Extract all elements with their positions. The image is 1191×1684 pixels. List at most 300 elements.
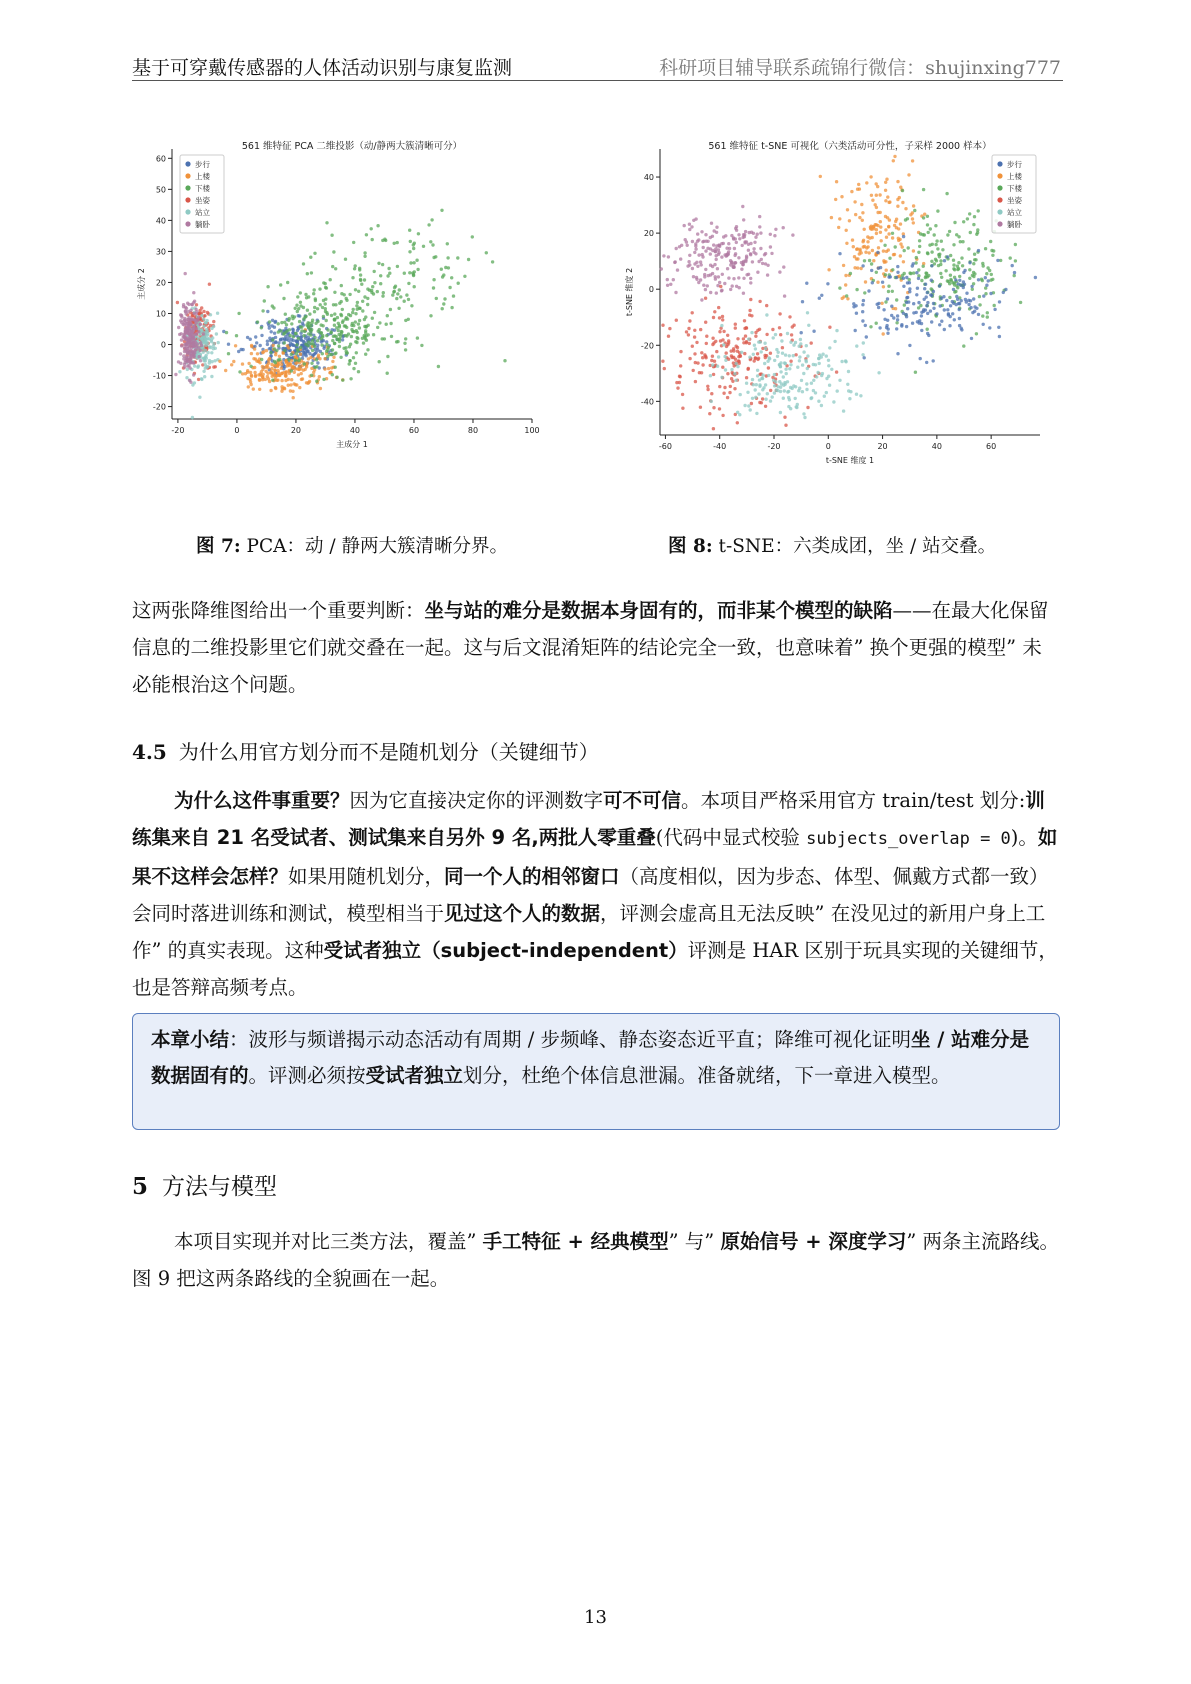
data-point <box>764 383 767 386</box>
data-point <box>756 374 759 377</box>
data-point <box>803 416 806 419</box>
data-point <box>896 265 899 268</box>
data-point <box>938 323 941 326</box>
data-point <box>291 366 294 369</box>
data-point <box>713 360 716 363</box>
figure-8-tsne <box>620 137 1060 511</box>
data-point <box>754 335 757 338</box>
data-point <box>711 337 714 340</box>
data-point <box>787 405 790 408</box>
data-point <box>865 335 868 338</box>
data-point <box>214 347 217 350</box>
data-point <box>710 392 713 395</box>
data-point <box>691 240 694 243</box>
data-point <box>377 262 380 265</box>
data-point <box>869 325 872 328</box>
data-point <box>739 393 742 396</box>
data-point <box>772 336 775 339</box>
data-point <box>752 353 755 356</box>
data-point <box>325 334 328 337</box>
data-point <box>755 412 758 415</box>
data-point <box>381 239 384 242</box>
data-point <box>712 406 715 409</box>
data-point <box>711 272 714 275</box>
legend-label: 站立 <box>1007 208 1022 217</box>
data-point <box>882 285 885 288</box>
data-point <box>283 338 286 341</box>
legend-label: 下楼 <box>1007 184 1022 193</box>
data-point <box>812 330 815 333</box>
data-point <box>876 303 879 306</box>
data-point <box>178 370 181 373</box>
data-point <box>431 243 434 246</box>
text-run: 因为它直接决定你的评测数字 <box>349 789 604 812</box>
data-point <box>863 356 866 359</box>
data-point <box>755 383 758 386</box>
data-point <box>195 327 198 330</box>
y-tick-label: 0 <box>160 340 166 350</box>
data-point <box>962 271 965 274</box>
data-point <box>338 324 341 327</box>
data-point <box>430 218 433 221</box>
data-point <box>349 343 352 346</box>
data-point <box>748 356 751 359</box>
data-point <box>788 398 791 401</box>
data-point <box>700 230 703 233</box>
data-point <box>932 307 935 310</box>
legend-label: 坐姿 <box>195 196 210 205</box>
data-point <box>279 338 282 341</box>
data-point <box>694 247 697 250</box>
data-point <box>795 405 798 408</box>
data-point <box>416 268 419 271</box>
data-point <box>904 207 907 210</box>
data-point <box>758 401 761 404</box>
data-point <box>412 274 415 277</box>
data-point <box>277 322 280 325</box>
data-point <box>297 307 300 310</box>
data-point <box>709 247 712 250</box>
data-point <box>731 284 734 287</box>
data-point <box>868 251 871 254</box>
data-point <box>307 295 310 298</box>
data-point <box>969 231 972 234</box>
data-point <box>322 378 325 381</box>
data-point <box>299 291 302 294</box>
data-point <box>949 274 952 277</box>
data-point <box>285 354 288 357</box>
data-point <box>835 180 838 183</box>
data-point <box>726 267 729 270</box>
data-point <box>199 359 202 362</box>
data-point <box>896 205 899 208</box>
data-point <box>922 310 925 313</box>
data-point <box>867 289 870 292</box>
data-point <box>779 370 782 373</box>
data-point <box>726 334 729 337</box>
data-point <box>951 300 954 303</box>
data-point <box>959 240 962 243</box>
data-point <box>335 376 338 379</box>
data-point <box>920 279 923 282</box>
data-point <box>769 233 772 236</box>
data-point <box>744 258 747 261</box>
data-point <box>280 363 283 366</box>
data-point <box>732 236 735 239</box>
data-point <box>258 379 261 382</box>
data-point <box>254 375 257 378</box>
data-point <box>778 312 781 315</box>
data-point <box>412 261 415 264</box>
data-point <box>413 285 416 288</box>
data-point <box>733 254 736 257</box>
bold-run: 同一个人的相邻窗口 <box>444 865 620 888</box>
data-point <box>192 373 195 376</box>
data-point <box>962 220 965 223</box>
data-point <box>365 233 368 236</box>
data-point <box>721 318 724 321</box>
data-point <box>183 361 186 364</box>
data-point <box>858 216 861 219</box>
data-point <box>806 354 809 357</box>
data-point <box>756 329 759 332</box>
data-point <box>742 218 745 221</box>
data-point <box>879 220 882 223</box>
data-point <box>748 313 751 316</box>
data-point <box>688 228 691 231</box>
data-point <box>396 241 399 244</box>
data-point <box>660 267 663 270</box>
data-point <box>741 244 744 247</box>
data-point <box>312 292 315 295</box>
data-point <box>776 389 779 392</box>
bold-run: 手工特征 + 经典模型 <box>482 1230 669 1253</box>
data-point <box>827 268 830 271</box>
data-point <box>856 188 859 191</box>
x-tick-label: 40 <box>931 442 942 451</box>
data-point <box>985 284 988 287</box>
data-point <box>359 278 362 281</box>
data-point <box>737 233 740 236</box>
data-point <box>675 381 678 384</box>
data-point <box>891 236 894 239</box>
data-point <box>835 370 838 373</box>
data-point <box>331 373 334 376</box>
data-point <box>313 345 316 348</box>
data-point <box>946 308 949 311</box>
data-point <box>388 272 391 275</box>
page-number: 13 <box>584 1607 607 1628</box>
data-point <box>742 337 745 340</box>
data-point <box>716 365 719 368</box>
data-point <box>713 229 716 232</box>
bold-run: 见过这个人的数据 <box>444 902 601 925</box>
data-point <box>267 324 270 327</box>
data-point <box>338 345 341 348</box>
data-point <box>250 352 253 355</box>
data-point <box>721 273 724 276</box>
data-point <box>817 357 820 360</box>
data-point <box>294 362 297 365</box>
data-point <box>866 240 869 243</box>
data-point <box>320 331 323 334</box>
data-point <box>884 189 887 192</box>
data-point <box>443 297 446 300</box>
data-point <box>753 344 756 347</box>
data-point <box>747 337 750 340</box>
data-point <box>956 268 959 271</box>
data-point <box>711 343 714 346</box>
data-point <box>440 209 443 212</box>
data-point <box>362 341 365 344</box>
data-point <box>821 353 824 356</box>
data-point <box>781 346 784 349</box>
data-point <box>310 271 313 274</box>
x-tick-label: -60 <box>658 442 672 451</box>
data-point <box>177 326 180 329</box>
data-point <box>877 306 880 309</box>
data-point <box>715 350 718 353</box>
data-point <box>773 234 776 237</box>
data-point <box>702 284 705 287</box>
data-point <box>911 322 914 325</box>
data-point <box>746 368 749 371</box>
data-point <box>712 243 715 246</box>
data-point <box>737 276 740 279</box>
data-point <box>313 306 316 309</box>
data-point <box>310 374 313 377</box>
data-point <box>982 264 985 267</box>
data-point <box>193 351 196 354</box>
data-point <box>283 331 286 334</box>
data-point <box>315 380 318 383</box>
data-point <box>250 374 253 377</box>
figure-7-caption-text: PCA：动 / 静两大簇清晰分界。 <box>246 536 509 557</box>
data-point <box>860 251 863 254</box>
data-point <box>191 332 194 335</box>
data-point <box>884 273 887 276</box>
data-point <box>961 264 964 267</box>
data-point <box>330 234 333 237</box>
data-point <box>908 290 911 293</box>
data-point <box>740 351 743 354</box>
data-point <box>721 338 724 341</box>
data-point <box>675 319 678 322</box>
data-point <box>929 309 932 312</box>
data-point <box>865 246 868 249</box>
data-point <box>716 267 719 270</box>
data-point <box>686 244 689 247</box>
data-point <box>934 243 937 246</box>
data-point <box>277 341 280 344</box>
data-point <box>403 272 406 275</box>
data-point <box>973 215 976 218</box>
data-point <box>752 383 755 386</box>
data-point <box>896 271 899 274</box>
data-point <box>394 285 397 288</box>
data-point <box>743 352 746 355</box>
data-point <box>926 215 929 218</box>
data-point <box>815 375 818 378</box>
data-point <box>763 362 766 365</box>
data-point <box>180 338 183 341</box>
legend-marker <box>185 221 190 226</box>
data-point <box>902 285 905 288</box>
y-tick-label: -20 <box>640 341 654 351</box>
data-point <box>314 366 317 369</box>
data-point <box>854 329 857 332</box>
data-point <box>863 228 866 231</box>
data-point <box>204 321 207 324</box>
data-point <box>862 341 865 344</box>
data-point <box>185 342 188 345</box>
data-point <box>718 330 721 333</box>
data-point <box>313 336 316 339</box>
data-point <box>729 385 732 388</box>
data-point <box>967 247 970 250</box>
data-point <box>270 370 273 373</box>
data-point <box>724 359 727 362</box>
data-point <box>767 374 770 377</box>
data-point <box>912 249 915 252</box>
data-point <box>688 254 691 257</box>
data-point <box>957 302 960 305</box>
y-tick-label: 20 <box>643 229 654 239</box>
data-point <box>812 389 815 392</box>
data-point <box>352 324 355 327</box>
y-tick-label: -20 <box>152 402 166 412</box>
data-point <box>896 352 899 355</box>
data-point <box>930 260 933 263</box>
data-point <box>434 255 437 258</box>
data-point <box>705 342 708 345</box>
data-point <box>306 309 309 312</box>
data-point <box>690 225 693 228</box>
data-point <box>838 217 841 220</box>
data-point <box>276 379 279 382</box>
data-point <box>934 258 937 261</box>
data-point <box>282 297 285 300</box>
data-point <box>708 412 711 415</box>
data-point <box>820 294 823 297</box>
data-point <box>826 282 829 285</box>
data-point <box>982 294 985 297</box>
data-point <box>920 329 923 332</box>
data-point <box>747 249 750 252</box>
data-point <box>939 259 942 262</box>
data-point <box>361 309 364 312</box>
y-tick-label: 0 <box>648 285 654 295</box>
data-point <box>713 250 716 253</box>
data-point <box>699 260 702 263</box>
data-point <box>450 306 453 309</box>
data-point <box>788 367 791 370</box>
data-point <box>884 199 887 202</box>
data-point <box>848 219 851 222</box>
data-point <box>896 314 899 317</box>
data-point <box>948 282 951 285</box>
data-point <box>780 382 783 385</box>
data-point <box>935 312 938 315</box>
data-point <box>456 256 459 259</box>
data-point <box>334 366 337 369</box>
data-point <box>427 223 430 226</box>
data-point <box>303 362 306 365</box>
data-point <box>268 326 271 329</box>
data-point <box>720 324 723 327</box>
data-point <box>799 338 802 341</box>
data-point <box>200 378 203 381</box>
x-axis-label: t-SNE 维度 1 <box>825 456 875 465</box>
data-point <box>348 293 351 296</box>
data-point <box>846 383 849 386</box>
data-point <box>294 358 297 361</box>
data-point <box>735 362 738 365</box>
data-point <box>437 365 440 368</box>
data-point <box>235 334 238 337</box>
data-point <box>935 239 938 242</box>
data-point <box>951 312 954 315</box>
data-point <box>761 397 764 400</box>
data-point <box>316 307 319 310</box>
data-point <box>912 221 915 224</box>
data-point <box>273 326 276 329</box>
data-point <box>379 282 382 285</box>
data-point <box>876 211 879 214</box>
data-point <box>751 378 754 381</box>
data-point <box>227 352 230 355</box>
data-point <box>343 324 346 327</box>
data-point <box>864 324 867 327</box>
data-point <box>420 344 423 347</box>
data-point <box>989 292 992 295</box>
data-point <box>897 227 900 230</box>
data-point <box>322 347 325 350</box>
data-point <box>790 333 793 336</box>
data-point <box>177 360 180 363</box>
data-point <box>855 248 858 251</box>
data-point <box>290 378 293 381</box>
data-point <box>357 290 360 293</box>
data-point <box>840 195 843 198</box>
data-point <box>844 283 847 286</box>
data-point <box>332 356 335 359</box>
data-point <box>844 274 847 277</box>
data-point <box>919 357 922 360</box>
data-point <box>722 343 725 346</box>
data-point <box>806 406 809 409</box>
data-point <box>185 307 188 310</box>
data-point <box>904 218 907 221</box>
legend-label: 坐姿 <box>1007 196 1022 205</box>
data-point <box>341 338 344 341</box>
data-point <box>237 350 240 353</box>
data-point <box>942 295 945 298</box>
data-point <box>952 288 955 291</box>
data-point <box>734 379 737 382</box>
legend-label: 步行 <box>1007 160 1022 169</box>
data-point <box>837 226 840 229</box>
data-point <box>361 300 364 303</box>
data-point <box>446 256 449 259</box>
legend-label: 站立 <box>195 208 210 217</box>
data-point <box>899 186 902 189</box>
data-point <box>197 378 200 381</box>
text-run: 。评测必须按 <box>248 1064 366 1087</box>
data-point <box>666 278 669 281</box>
data-point <box>304 368 307 371</box>
data-point <box>998 300 1001 303</box>
